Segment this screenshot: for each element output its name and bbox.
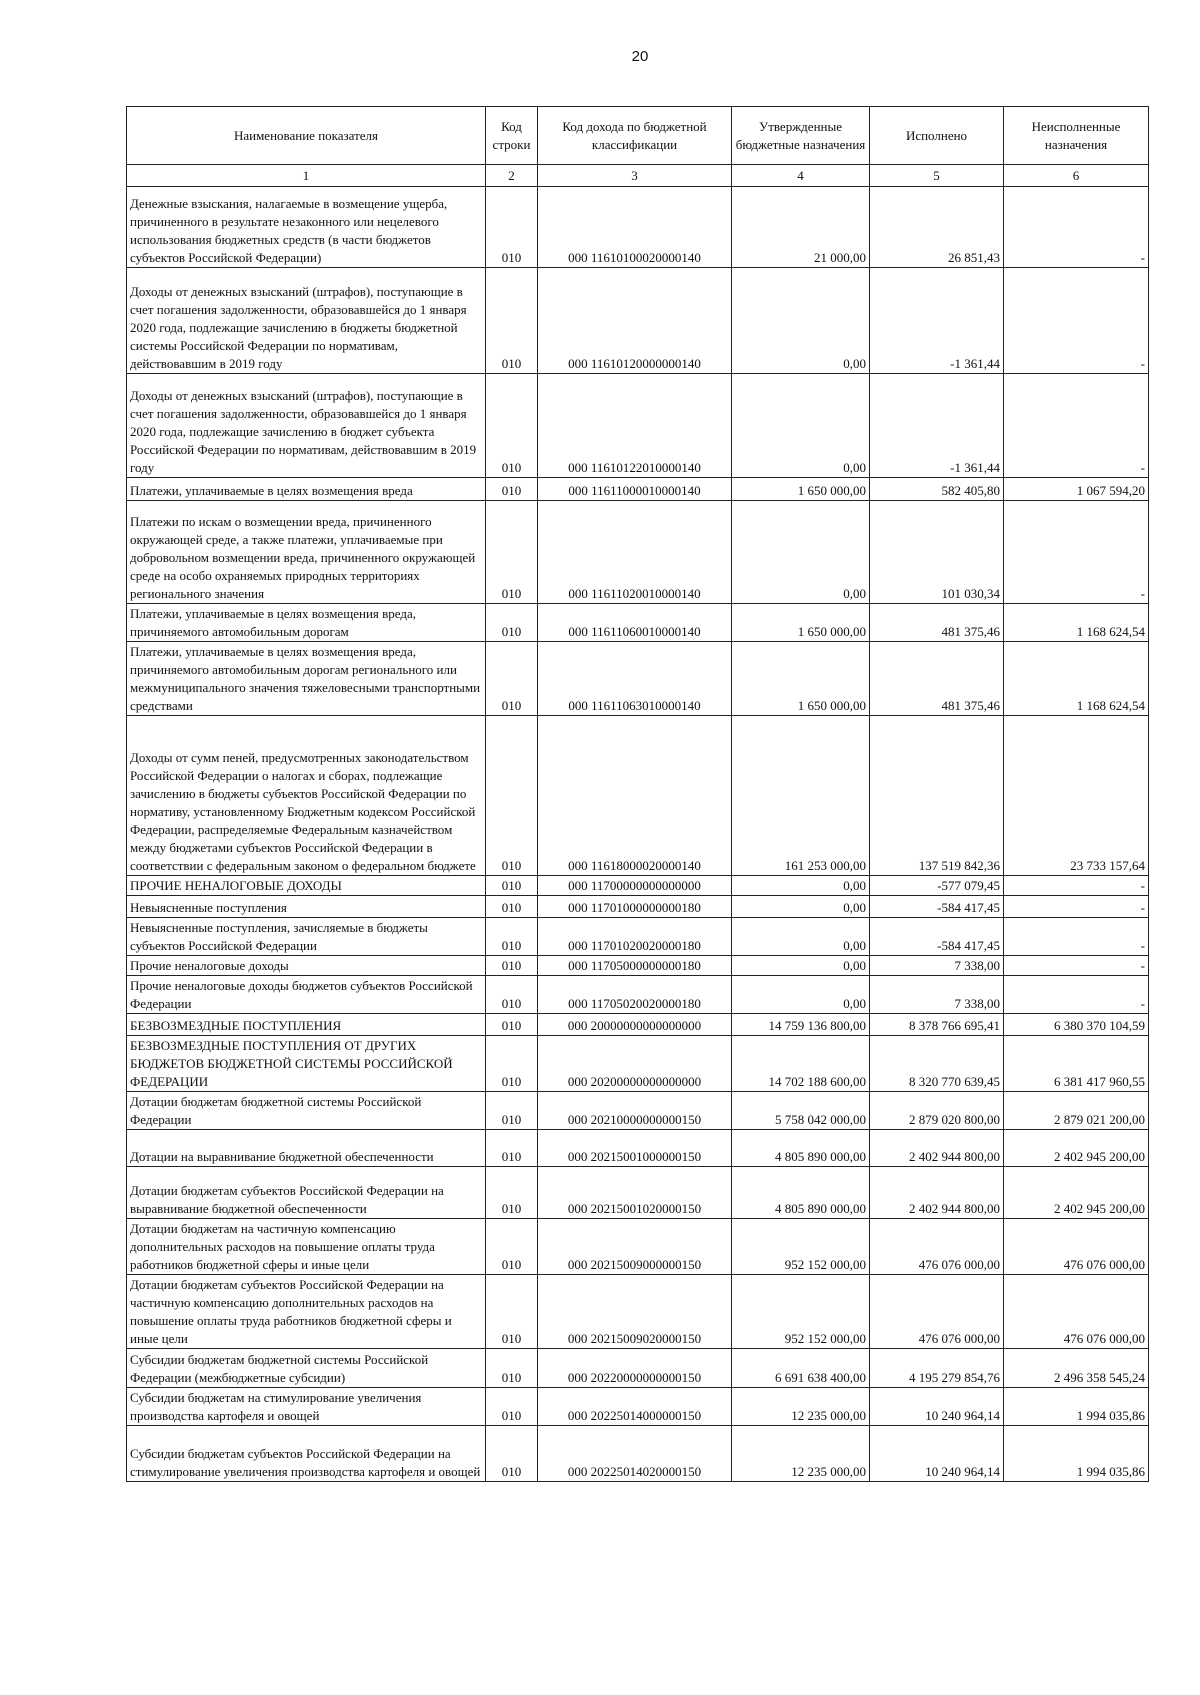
indicator-name: Субсидии бюджетам субъектов Российской Федерации на стимулирование увеличения производства картофеля и овощей	[127, 1426, 486, 1482]
table-row	[127, 976, 1149, 1014]
executed-amount: -584 417,45	[870, 896, 1004, 918]
executed-amount: 481 375,46	[870, 642, 1004, 716]
line-code: 010	[486, 716, 538, 876]
table-row	[127, 478, 1149, 501]
executed-amount: 8 320 770 639,45	[870, 1036, 1004, 1092]
income-code: 000 11611020010000140	[538, 501, 732, 604]
income-code: 000 20000000000000000	[538, 1014, 732, 1036]
table-row	[127, 1092, 1149, 1130]
column-index: 2	[486, 165, 538, 187]
executed-amount: 476 076 000,00	[870, 1275, 1004, 1349]
executed-amount: 8 378 766 695,41	[870, 1014, 1004, 1036]
table-body	[127, 187, 1149, 1482]
executed-amount: -577 079,45	[870, 876, 1004, 896]
column-index-row	[127, 165, 1149, 187]
unexecuted-amount: 1 994 035,86	[1004, 1426, 1149, 1482]
unexecuted-amount: 2 879 021 200,00	[1004, 1092, 1149, 1130]
approved-amount: 1 650 000,00	[732, 642, 870, 716]
line-code: 010	[486, 1036, 538, 1092]
approved-amount: 4 805 890 000,00	[732, 1130, 870, 1167]
approved-amount: 5 758 042 000,00	[732, 1092, 870, 1130]
executed-amount: 476 076 000,00	[870, 1219, 1004, 1275]
indicator-name: БЕЗВОЗМЕЗДНЫЕ ПОСТУПЛЕНИЯ	[127, 1014, 486, 1036]
indicator-name: Субсидии бюджетам на стимулирование увеличения производства картофеля и овощей	[127, 1388, 486, 1426]
unexecuted-amount: -	[1004, 268, 1149, 374]
column-index: 3	[538, 165, 732, 187]
indicator-name: Дотации бюджетам субъектов Российской Федерации на частичную компенсацию дополнительных расходов на повышение оплаты труда работников бюджетной сферы и иные цели	[127, 1275, 486, 1349]
header-line-code: Код строки	[486, 107, 538, 165]
executed-amount: -1 361,44	[870, 268, 1004, 374]
unexecuted-amount: -	[1004, 896, 1149, 918]
executed-amount: 101 030,34	[870, 501, 1004, 604]
approved-amount: 14 702 188 600,00	[732, 1036, 870, 1092]
line-code: 010	[486, 976, 538, 1014]
income-code: 000 11610120000000140	[538, 268, 732, 374]
header-name: Наименование показателя	[127, 107, 486, 165]
income-code: 000 20225014020000150	[538, 1426, 732, 1482]
unexecuted-amount: 2 402 945 200,00	[1004, 1130, 1149, 1167]
line-code: 010	[486, 1167, 538, 1219]
table-row	[127, 374, 1149, 478]
line-code: 010	[486, 187, 538, 268]
executed-amount: 26 851,43	[870, 187, 1004, 268]
executed-amount: 4 195 279 854,76	[870, 1349, 1004, 1388]
approved-amount: 0,00	[732, 918, 870, 956]
indicator-name: Прочие неналоговые доходы бюджетов субъектов Российской Федерации	[127, 976, 486, 1014]
page-number: 20	[631, 48, 649, 65]
unexecuted-amount: -	[1004, 956, 1149, 976]
line-code: 010	[486, 501, 538, 604]
indicator-name: Платежи по искам о возмещении вреда, причиненного окружающей среде, а также платежи, уплачиваемые при добровольном возмещении вреда, причиненного окружающей среде на особо охраняемых природных территориях регионального значения	[127, 501, 486, 604]
header-unexecuted: Неисполненные назначения	[1004, 107, 1149, 165]
income-code: 000 20210000000000150	[538, 1092, 732, 1130]
table-row	[127, 1349, 1149, 1388]
income-code: 000 11701020020000180	[538, 918, 732, 956]
unexecuted-amount: -	[1004, 374, 1149, 478]
line-code: 010	[486, 478, 538, 501]
approved-amount: 6 691 638 400,00	[732, 1349, 870, 1388]
income-code: 000 20225014000000150	[538, 1388, 732, 1426]
approved-amount: 0,00	[732, 956, 870, 976]
table-row	[127, 1219, 1149, 1275]
indicator-name: Дотации бюджетам субъектов Российской Федерации на выравнивание бюджетной обеспеченности	[127, 1167, 486, 1219]
income-code: 000 11700000000000000	[538, 876, 732, 896]
unexecuted-amount: 6 381 417 960,55	[1004, 1036, 1149, 1092]
approved-amount: 14 759 136 800,00	[732, 1014, 870, 1036]
income-code: 000 11705020020000180	[538, 976, 732, 1014]
line-code: 010	[486, 1014, 538, 1036]
executed-amount: 7 338,00	[870, 976, 1004, 1014]
indicator-name: Прочие неналоговые доходы	[127, 956, 486, 976]
income-code: 000 20200000000000000	[538, 1036, 732, 1092]
approved-amount: 0,00	[732, 374, 870, 478]
unexecuted-amount: 1 168 624,54	[1004, 642, 1149, 716]
unexecuted-amount: -	[1004, 918, 1149, 956]
line-code: 010	[486, 1219, 538, 1275]
income-code: 000 11611060010000140	[538, 604, 732, 642]
table-row	[127, 1036, 1149, 1092]
line-code: 010	[486, 896, 538, 918]
unexecuted-amount: 476 076 000,00	[1004, 1219, 1149, 1275]
indicator-name: Платежи, уплачиваемые в целях возмещения вреда, причиняемого автомобильным дорогам регионального или межмуниципального значения тяжеловесными транспортными средствами	[127, 642, 486, 716]
executed-amount: 481 375,46	[870, 604, 1004, 642]
indicator-name: Невыясненные поступления	[127, 896, 486, 918]
approved-amount: 0,00	[732, 501, 870, 604]
table-row	[127, 876, 1149, 896]
table-row	[127, 1388, 1149, 1426]
budget-execution-table	[126, 106, 1149, 1482]
table-row	[127, 716, 1149, 876]
column-index: 4	[732, 165, 870, 187]
executed-amount: 137 519 842,36	[870, 716, 1004, 876]
table-row	[127, 501, 1149, 604]
line-code: 010	[486, 1388, 538, 1426]
indicator-name: ПРОЧИЕ НЕНАЛОГОВЫЕ ДОХОДЫ	[127, 876, 486, 896]
line-code: 010	[486, 876, 538, 896]
executed-amount: -584 417,45	[870, 918, 1004, 956]
approved-amount: 0,00	[732, 976, 870, 1014]
table-row	[127, 1014, 1149, 1036]
table-row	[127, 956, 1149, 976]
line-code: 010	[486, 374, 538, 478]
table-row	[127, 1130, 1149, 1167]
header-executed: Исполнено	[870, 107, 1004, 165]
approved-amount: 21 000,00	[732, 187, 870, 268]
unexecuted-amount: 23 733 157,64	[1004, 716, 1149, 876]
indicator-name: Доходы от денежных взысканий (штрафов), поступающие в счет погашения задолженности, образовавшейся до 1 января 2020 года, подлежащие зачислению в бюджет субъекта Российской Федерации по нормативам, действовавшим в 2019 году	[127, 374, 486, 478]
executed-amount: 2 879 020 800,00	[870, 1092, 1004, 1130]
approved-amount: 1 650 000,00	[732, 604, 870, 642]
income-code: 000 20215001000000150	[538, 1130, 732, 1167]
income-code: 000 11610122010000140	[538, 374, 732, 478]
approved-amount: 12 235 000,00	[732, 1388, 870, 1426]
column-index: 6	[1004, 165, 1149, 187]
unexecuted-amount: 1 067 594,20	[1004, 478, 1149, 501]
table-row	[127, 187, 1149, 268]
table-row	[127, 896, 1149, 918]
header-income-code: Код дохода по бюджетной классификации	[538, 107, 732, 165]
line-code: 010	[486, 1130, 538, 1167]
approved-amount: 12 235 000,00	[732, 1426, 870, 1482]
approved-amount: 0,00	[732, 268, 870, 374]
unexecuted-amount: -	[1004, 876, 1149, 896]
income-code: 000 11618000020000140	[538, 716, 732, 876]
unexecuted-amount: -	[1004, 976, 1149, 1014]
executed-amount: 2 402 944 800,00	[870, 1130, 1004, 1167]
table-row	[127, 1275, 1149, 1349]
indicator-name: Платежи, уплачиваемые в целях возмещения вреда, причиняемого автомобильным дорогам	[127, 604, 486, 642]
column-index: 1	[127, 165, 486, 187]
unexecuted-amount: -	[1004, 187, 1149, 268]
indicator-name: Дотации бюджетам на частичную компенсацию дополнительных расходов на повышение оплаты труда работников бюджетной сферы и иные цели	[127, 1219, 486, 1275]
unexecuted-amount: 1 168 624,54	[1004, 604, 1149, 642]
line-code: 010	[486, 1275, 538, 1349]
income-code: 000 20220000000000150	[538, 1349, 732, 1388]
table-row	[127, 642, 1149, 716]
unexecuted-amount: 2 496 358 545,24	[1004, 1349, 1149, 1388]
income-code: 000 20215009000000150	[538, 1219, 732, 1275]
approved-amount: 952 152 000,00	[732, 1275, 870, 1349]
unexecuted-amount: 6 380 370 104,59	[1004, 1014, 1149, 1036]
header-approved: Утвержденные бюджетные назначения	[732, 107, 870, 165]
line-code: 010	[486, 642, 538, 716]
approved-amount: 0,00	[732, 896, 870, 918]
unexecuted-amount: 476 076 000,00	[1004, 1275, 1149, 1349]
table-row	[127, 604, 1149, 642]
table-row	[127, 918, 1149, 956]
indicator-name: Денежные взыскания, налагаемые в возмещение ущерба, причиненного в результате незаконного или нецелевого использования бюджетных средств (в части бюджетов субъектов Российской Федерации)	[127, 187, 486, 268]
income-code: 000 11611063010000140	[538, 642, 732, 716]
table-row	[127, 1426, 1149, 1482]
unexecuted-amount: 1 994 035,86	[1004, 1388, 1149, 1426]
line-code: 010	[486, 604, 538, 642]
table-row	[127, 1167, 1149, 1219]
indicator-name: Дотации на выравнивание бюджетной обеспеченности	[127, 1130, 486, 1167]
executed-amount: 10 240 964,14	[870, 1388, 1004, 1426]
indicator-name: Платежи, уплачиваемые в целях возмещения вреда	[127, 478, 486, 501]
unexecuted-amount: -	[1004, 501, 1149, 604]
income-code: 000 11611000010000140	[538, 478, 732, 501]
line-code: 010	[486, 1349, 538, 1388]
line-code: 010	[486, 1426, 538, 1482]
executed-amount: 10 240 964,14	[870, 1426, 1004, 1482]
line-code: 010	[486, 956, 538, 976]
indicator-name: Доходы от денежных взысканий (штрафов), поступающие в счет погашения задолженности, образовавшейся до 1 января 2020 года, подлежащие зачислению в бюджеты бюджетной системы Российской Федерации по нормативам, действовавшим в 2019 году	[127, 268, 486, 374]
executed-amount: 582 405,80	[870, 478, 1004, 501]
executed-amount: 2 402 944 800,00	[870, 1167, 1004, 1219]
approved-amount: 1 650 000,00	[732, 478, 870, 501]
approved-amount: 4 805 890 000,00	[732, 1167, 870, 1219]
table-row	[127, 268, 1149, 374]
income-code: 000 20215001020000150	[538, 1167, 732, 1219]
unexecuted-amount: 2 402 945 200,00	[1004, 1167, 1149, 1219]
income-code: 000 11610100020000140	[538, 187, 732, 268]
indicator-name: Невыясненные поступления, зачисляемые в бюджеты субъектов Российской Федерации	[127, 918, 486, 956]
income-code: 000 11705000000000180	[538, 956, 732, 976]
indicator-name: Дотации бюджетам бюджетной системы Российской Федерации	[127, 1092, 486, 1130]
approved-amount: 952 152 000,00	[732, 1219, 870, 1275]
executed-amount: -1 361,44	[870, 374, 1004, 478]
line-code: 010	[486, 918, 538, 956]
indicator-name: Доходы от сумм пеней, предусмотренных законодательством Российской Федерации о налогах и сборах, подлежащие зачислению в бюджеты субъектов Российской Федерации по нормативу, установленному Бюджетным кодексом Российской Федерации, распределяемые Федеральным казначейством между бюджетами субъектов Российской Федерации в соответствии с федеральным законом о федеральном бюджете	[127, 716, 486, 876]
line-code: 010	[486, 1092, 538, 1130]
executed-amount: 7 338,00	[870, 956, 1004, 976]
column-index: 5	[870, 165, 1004, 187]
income-code: 000 20215009020000150	[538, 1275, 732, 1349]
income-code: 000 11701000000000180	[538, 896, 732, 918]
table-header	[127, 107, 1149, 165]
indicator-name: Субсидии бюджетам бюджетной системы Российской Федерации (межбюджетные субсидии)	[127, 1349, 486, 1388]
approved-amount: 161 253 000,00	[732, 716, 870, 876]
approved-amount: 0,00	[732, 876, 870, 896]
indicator-name: БЕЗВОЗМЕЗДНЫЕ ПОСТУПЛЕНИЯ ОТ ДРУГИХ БЮДЖЕТОВ БЮДЖЕТНОЙ СИСТЕМЫ РОССИЙСКОЙ ФЕДЕРАЦИИ	[127, 1036, 486, 1092]
line-code: 010	[486, 268, 538, 374]
